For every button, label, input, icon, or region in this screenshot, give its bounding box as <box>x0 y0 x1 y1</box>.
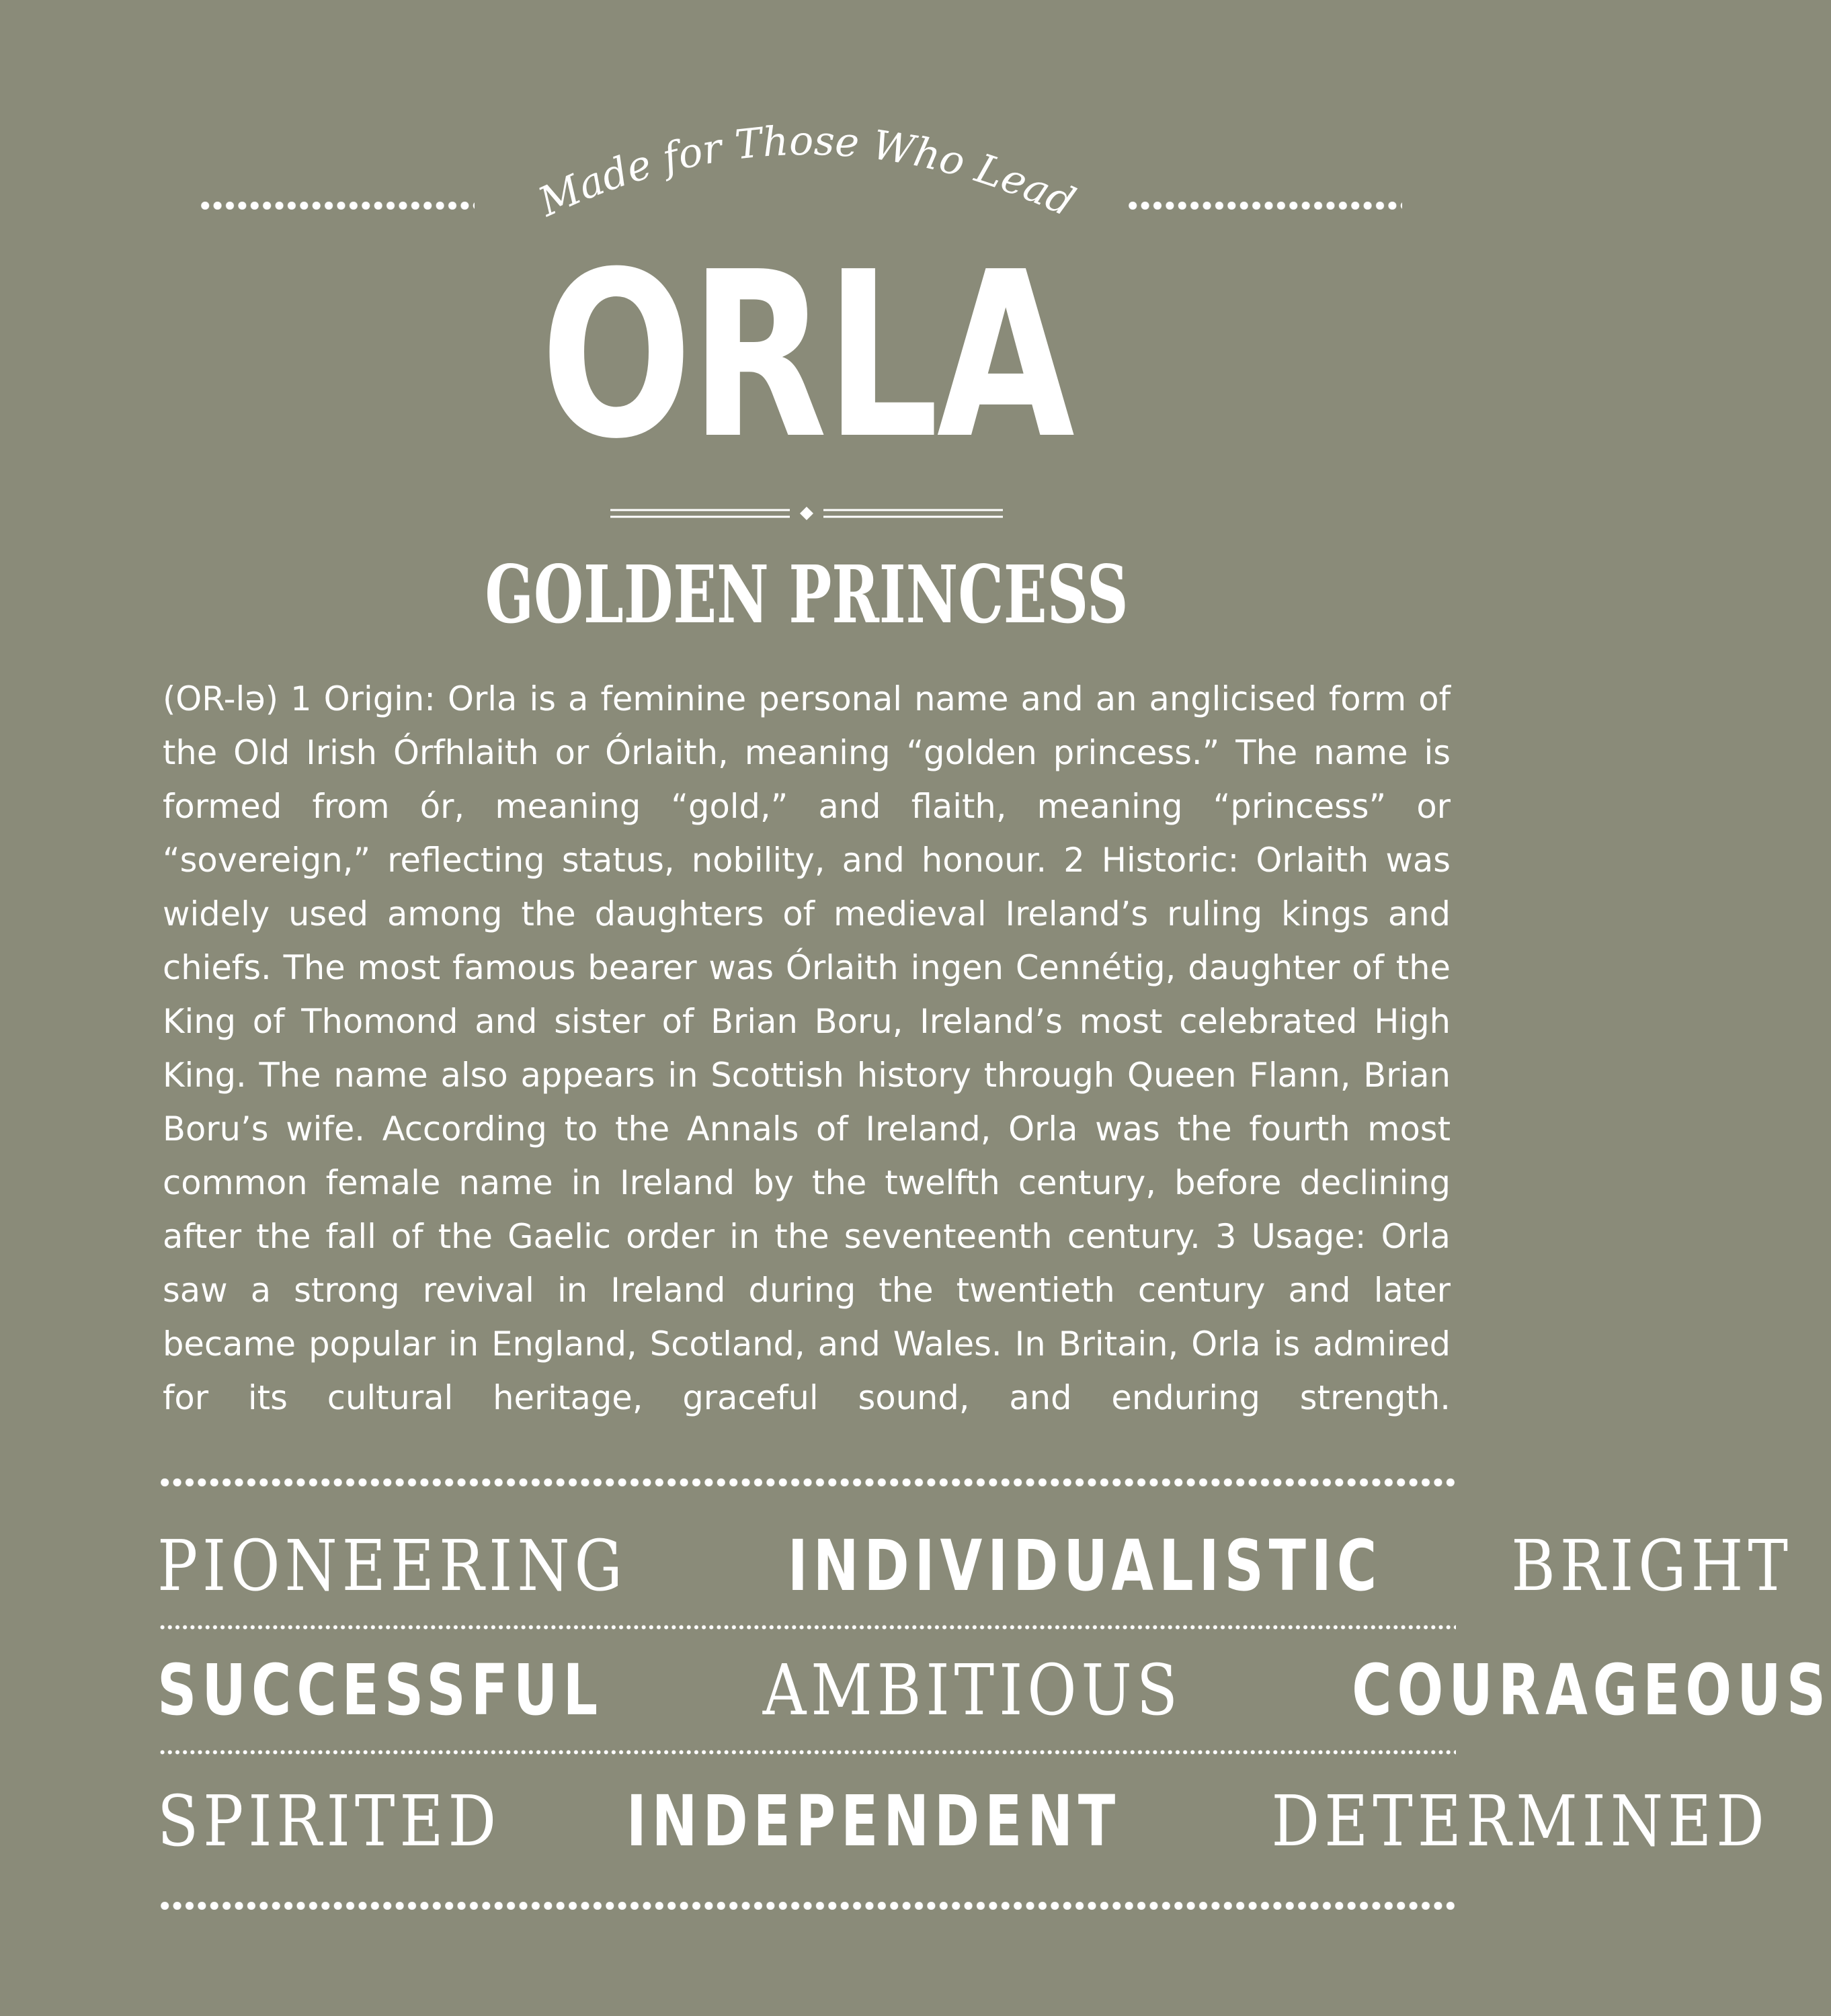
tagline-header <box>0 101 1613 235</box>
page-title: ORLA <box>540 223 1073 489</box>
dot-divider-2 <box>159 1750 1456 1755</box>
tagline-arc <box>511 101 1102 235</box>
dot-divider-top <box>159 1478 1456 1486</box>
adjective: BRIGHT <box>1511 1525 1793 1607</box>
adjective: AMBITIOUS <box>762 1649 1182 1731</box>
adjective: SPIRITED <box>157 1780 501 1862</box>
adjective: DETERMINED <box>1271 1780 1769 1862</box>
adjective: COURAGEOUS <box>1351 1649 1831 1731</box>
name-meaning: GOLDEN PRINCESS <box>485 548 1129 641</box>
top-dots-left <box>199 202 475 210</box>
diamond-icon <box>800 507 813 520</box>
dot-divider-1 <box>159 1625 1456 1630</box>
svg-text:Made for Those Who Lead <box>531 118 1082 226</box>
tagline-text: Made for Those Who Lead <box>532 117 1082 226</box>
ornament-divider <box>605 504 1008 524</box>
dot-divider-bottom <box>159 1902 1456 1910</box>
adjective: PIONEERING <box>157 1525 627 1607</box>
adjective-row-3 <box>157 1780 1769 1862</box>
adjective: SUCCESSFUL <box>157 1649 603 1731</box>
adjective: INDIVIDUALISTIC <box>787 1525 1382 1607</box>
name-description: (OR-lə) 1 Origin: Orla is a feminine personal name and an anglicised form of the Old Irish Órfhlaith or Órlaith, meaning “golden princess.” The name is formed from ór, meaning “gold,” and flaith, meaning “princess” or “sovereign,” reflecting status, nobility, and honour. 2 Historic: Orlaith was widely used among the daughters of medieval Ireland’s ruling kings and chiefs. The most famous bearer was Órlaith ingen Cennétig, daughter of the King of Thomond and sister of Brian Boru, Ireland’s most celebrated High King. The name also appears in Scottish history through Queen Flann, Brian Boru’s wife. According to the Annals of Ireland, Orla was the fourth most common female name in Ireland by the twelfth century, before declining after the fall of the Gaelic order in the seventeenth century. 3 Usage: Orla saw a strong revival in Ireland during the twentieth century and later became popular in England, Scotland, and Wales. In Britain, Orla is admired for its cultural heritage, graceful sound, and enduring strength. <box>163 679 1451 1417</box>
top-dots-right <box>1127 202 1402 210</box>
adjective-row-1 <box>157 1525 1793 1607</box>
adjective: INDEPENDENT <box>626 1780 1121 1862</box>
adjective-row-2 <box>157 1649 1831 1731</box>
